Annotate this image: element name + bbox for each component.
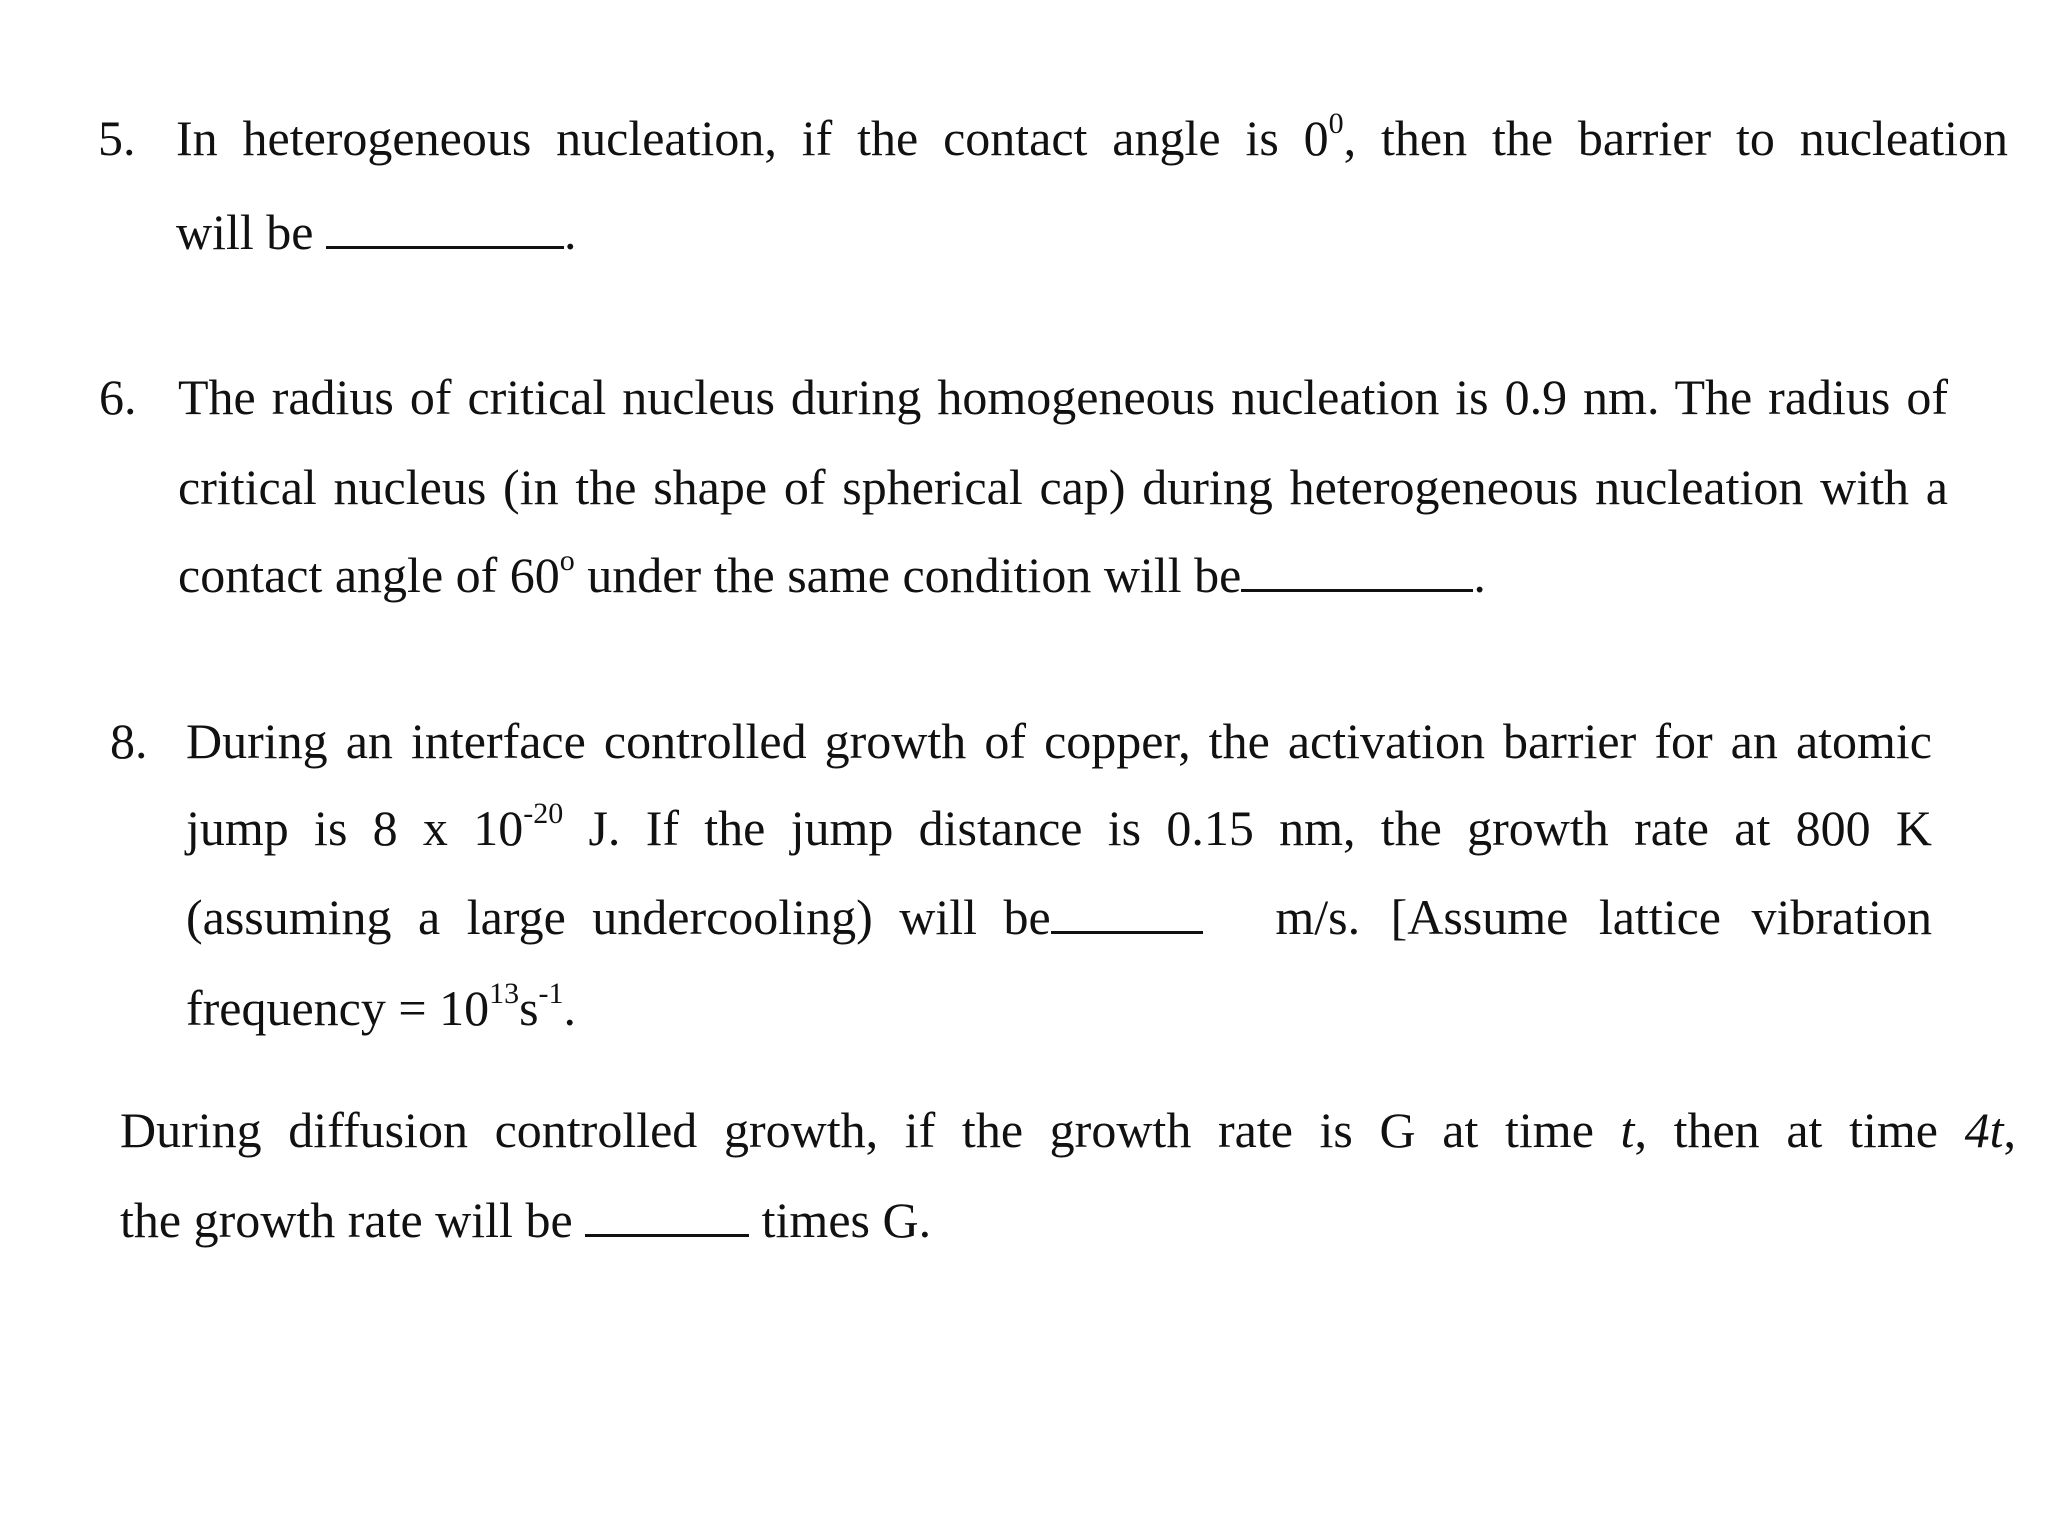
question-number: 5. (98, 110, 136, 166)
question-text-line: (assuming a large undercooling) will be m/s. [Assume lattice vibration (186, 889, 1932, 945)
question-text-line: jump is 8 x $10^{-20}$ J. If the jump distance is 0.15 nm, the growth rate at 800 K (186, 797, 1932, 856)
question-text-line: the growth rate will be times G. (120, 1192, 932, 1248)
question-text-line: During an interface controlled growth of copper, the activation barrier for an atomic (186, 713, 1932, 769)
question-number: 6. (99, 369, 137, 425)
answer-blank[interactable] (326, 206, 564, 249)
answer-blank[interactable] (585, 1194, 749, 1237)
question-text-line: The radius of critical nucleus during homogeneous nucleation is 0.9 nm. The radius of (178, 369, 1948, 425)
question-text-line: frequency = $10^{13}s^{-1}$. (186, 977, 577, 1036)
question-text-line: contact angle of 60$^o$ under the same condition will be . (178, 544, 1486, 603)
question-text-line: critical nucleus (in the shape of spherical cap) during heterogeneous nucleation with a (178, 459, 1948, 515)
question-number: 8. (110, 713, 148, 769)
answer-blank[interactable] (1051, 891, 1203, 934)
question-text-line: will be . (176, 204, 577, 260)
answer-blank[interactable] (1241, 549, 1473, 592)
question-text-line: During diffusion controlled growth, if the growth rate is G at time t, then at time 4t, (120, 1102, 2016, 1158)
question-text-line: In heterogeneous nucleation, if the contact angle is $0^0$, then the barrier to nucleation (176, 107, 2008, 166)
